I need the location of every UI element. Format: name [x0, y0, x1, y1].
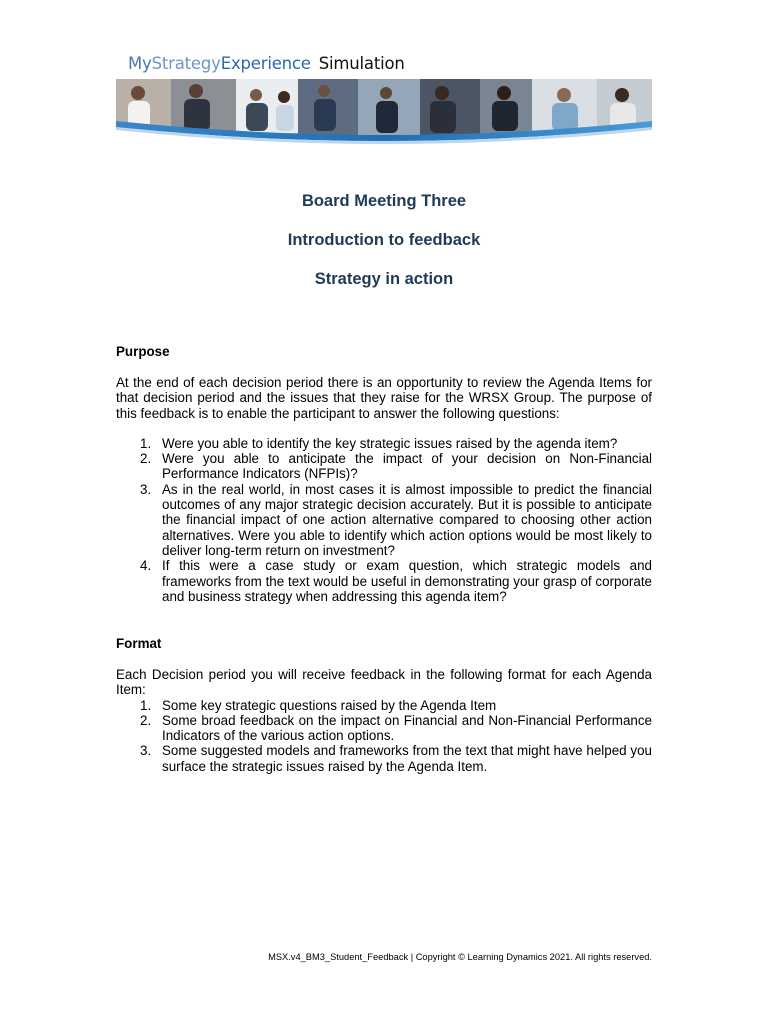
list-text: If this were a case study or exam question, which strategic models and frameworks from the text would be useful in demonstrating your grasp of corporate and business strategy when addressing this agenda item? — [162, 558, 652, 604]
list-number: 2. — [140, 451, 152, 467]
title-strategy: Strategy in action — [314, 270, 454, 288]
list-text: Were you able to identify the key strategic issues raised by the agenda item? — [162, 435, 618, 451]
format-list — [116, 698, 652, 774]
list-number: 1. — [140, 697, 152, 713]
brand-experience: Experience — [220, 54, 311, 73]
list-number: 3. — [140, 481, 152, 497]
list-text: Some broad feedback on the impact on Financial and Non-Financial Performance Indicators of the various action options. — [162, 712, 652, 744]
list-number: 1. — [140, 435, 152, 451]
list-text: Were you able to anticipate the impact of your decision on Non-Financial Performance Indicators (NFPIs)? — [162, 451, 652, 482]
brand-logo — [128, 54, 405, 73]
format-heading: Format — [116, 636, 162, 651]
format-section — [116, 667, 652, 774]
list-text: Some key strategic questions raised by the Agenda Item — [162, 697, 497, 713]
title-introduction: Introduction to feedback — [287, 231, 481, 249]
list-text: Some suggested models and frameworks from the text that might have helped you surface the strategic issues raised by the Agenda Item. — [162, 743, 652, 774]
format-intro: Each Decision period you will receive feedback in the following format for each Agenda Item: — [116, 667, 652, 698]
list-item — [116, 743, 652, 774]
purpose-intro: At the end of each decision period there is an opportunity to review the Agenda Items for that decision period and the issues that they raise for the WRSX Group. The purpose of this feedback is to enable the participant to answer the following questions: — [116, 375, 652, 421]
list-number: 3. — [140, 743, 152, 759]
list-text: As in the real world, in most cases it is almost impossible to predict the financial outcomes of any major strategic decision accurately. But it is possible to anticipate the financial impact of one action alternative compared to choosing other action alternatives. Were you able to identify which action options would be most likely to deliver long-term return on investment? — [162, 481, 652, 558]
list-item — [116, 451, 652, 482]
brand-simulation: Simulation — [318, 54, 405, 73]
purpose-section — [116, 375, 652, 604]
list-item — [116, 436, 652, 451]
list-number: 4. — [140, 558, 152, 574]
page-header — [116, 52, 652, 152]
list-item — [116, 558, 652, 604]
brand-my: My — [128, 54, 152, 73]
list-item — [116, 713, 652, 744]
list-number: 2. — [140, 712, 152, 728]
list-item — [116, 482, 652, 558]
photo-banner — [116, 79, 652, 151]
title-board-meeting: Board Meeting Three — [301, 192, 467, 210]
purpose-heading: Purpose — [116, 344, 170, 359]
brand-strategy: Strategy — [151, 54, 221, 73]
page-footer: MSX.v4_BM3_Student_Feedback | Copyright © Learning Dynamics 2021. All rights reserved. — [268, 952, 652, 962]
list-item — [116, 698, 652, 713]
purpose-list — [116, 436, 652, 604]
